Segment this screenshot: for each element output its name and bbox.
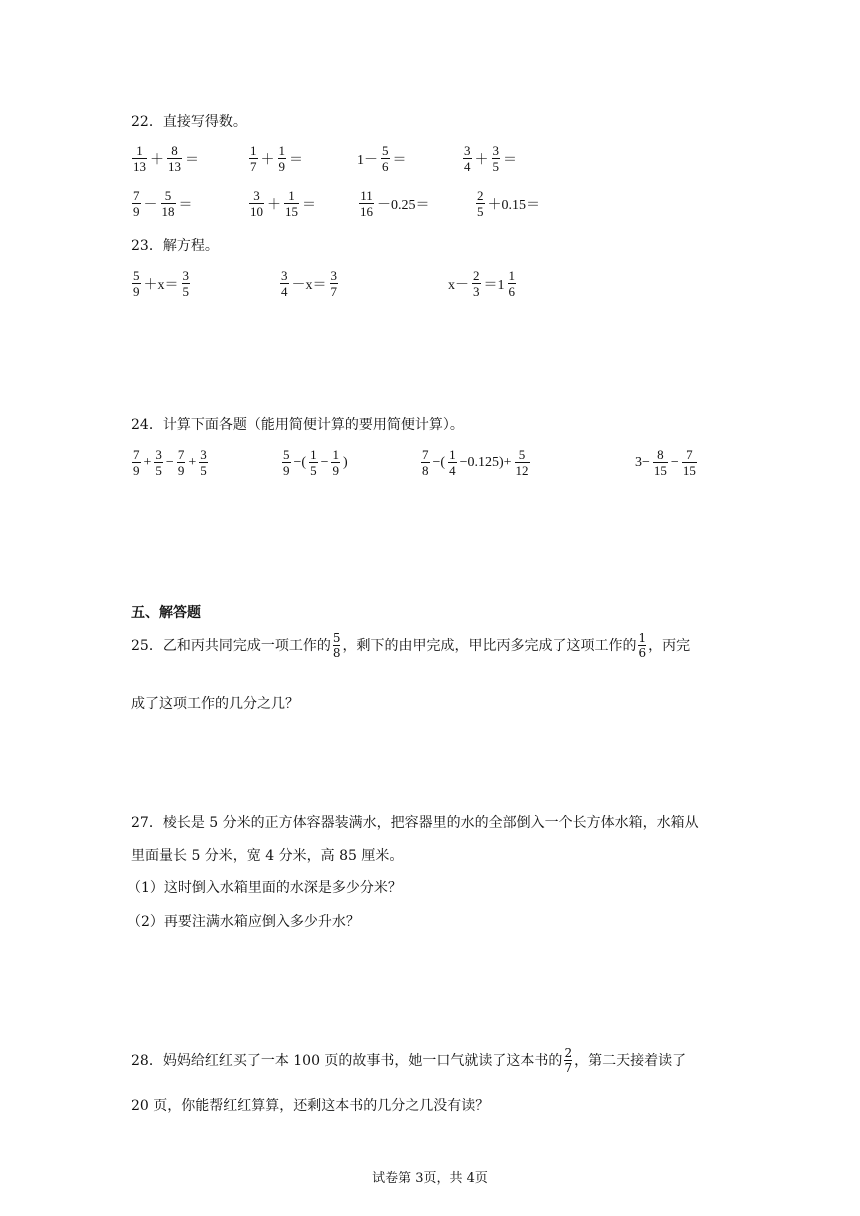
q23-eq1: $\frac{5}{9}$ ＋x＝ $\frac{3}{5}$ bbox=[133, 268, 189, 299]
fraction: $\frac{3}{5}$ bbox=[200, 447, 207, 478]
q28-line1: 28．妈妈给红红买了一本 100 页的故事书，她一口气就读了这本书的 $\frac{2}{7}$ ，第二天接着读了 bbox=[131, 1046, 687, 1075]
fraction: $\frac{3}{4}$ bbox=[464, 143, 471, 174]
fraction: $\frac{5}{12}$ bbox=[515, 447, 529, 478]
fraction: $\frac{8}{13}$ bbox=[168, 143, 181, 174]
fraction: $\frac{5}{18}$ bbox=[161, 188, 175, 219]
q22-r2-e2: $\frac{3}{10}$ ＋ $\frac{1}{15}$ ＝ bbox=[250, 188, 316, 219]
fraction: $\frac{2}{5}$ bbox=[477, 188, 484, 219]
q24-e2: $\frac{5}{9}$ −( $\frac{1}{5}$ − $\frac{1}{9}$ ) bbox=[283, 447, 348, 478]
fraction: $\frac{1}{9}$ bbox=[278, 143, 285, 174]
fraction: $\frac{1}{13}$ bbox=[133, 143, 146, 174]
page-footer: 试卷第 3页，共 4页 bbox=[372, 1171, 488, 1186]
q27-sub2: （2）再要注满水箱应倒入多少升水？ bbox=[127, 914, 360, 930]
fraction: $\frac{5}{6}$ bbox=[382, 143, 389, 174]
fraction: $\frac{7}{15}$ bbox=[682, 447, 696, 478]
section-title: 五、解答题 bbox=[131, 605, 201, 621]
q24-e3: $\frac{7}{8}$ −( $\frac{1}{4}$ −0.125)+ $\frac{5}{12}$ bbox=[422, 447, 529, 478]
fraction: $\frac{5}{9}$ bbox=[283, 447, 290, 478]
q27-sub1: （1）这时倒入水箱里面的水深是多少分米？ bbox=[127, 880, 402, 896]
fraction: $\frac{3}{5}$ bbox=[155, 447, 162, 478]
q22-r1-e1: $\frac{1}{13}$ ＋ $\frac{8}{13}$ ＝ bbox=[133, 143, 199, 174]
fraction: $\frac{7}{9}$ bbox=[133, 188, 140, 219]
fraction: $\frac{7}{8}$ bbox=[422, 447, 429, 478]
q23-eq2: $\frac{3}{4}$ －x＝ $\frac{3}{7}$ bbox=[281, 268, 337, 299]
fraction: $\frac{8}{15}$ bbox=[653, 447, 667, 478]
q24-e4: 3− $\frac{8}{15}$ − $\frac{7}{15}$ bbox=[635, 447, 696, 478]
q22-r1-e4: $\frac{3}{4}$ ＋ $\frac{3}{5}$ ＝ bbox=[464, 143, 517, 174]
fraction: $\frac{7}{9}$ bbox=[177, 447, 185, 478]
fraction: $\frac{2}{7}$ bbox=[564, 1046, 573, 1075]
fraction: $\frac{3}{5}$ bbox=[492, 143, 499, 174]
fraction: $\frac{5}{8}$ bbox=[332, 631, 341, 660]
q22-r1-e2: $\frac{1}{7}$ ＋ $\frac{1}{9}$ ＝ bbox=[250, 143, 303, 174]
fraction: $\frac{1}{6}$ bbox=[638, 631, 647, 660]
q25-line1: 25．乙和丙共同完成一项工作的 $\frac{5}{8}$ ，剩下的由甲完成，甲比丙多完成了这项工作的 $\frac{1}{6}$ ，丙完 bbox=[131, 631, 691, 660]
fraction: $\frac{1}{6}$ bbox=[508, 268, 515, 299]
q27-line1: 27．棱长是 5 分米的正方体容器装满水，把容器里的水的全部倒入一个长方体水箱，水箱从 bbox=[131, 815, 699, 831]
fraction: $\frac{3}{4}$ bbox=[281, 268, 288, 299]
fraction: $\frac{3}{10}$ bbox=[250, 188, 263, 219]
fraction: $\frac{5}{9}$ bbox=[133, 268, 140, 299]
fraction: $\frac{2}{3}$ bbox=[473, 268, 480, 299]
q22-r2-e3: $\frac{11}{16}$ －0.25＝ bbox=[360, 188, 430, 219]
q22-title: 22．直接写得数。 bbox=[131, 114, 247, 130]
q22-r1-e3: 1－ $\frac{5}{6}$ ＝ bbox=[357, 143, 407, 174]
fraction: $\frac{1}{9}$ bbox=[332, 447, 339, 478]
q24-e1: $\frac{7}{9}$ + $\frac{3}{5}$ − $\frac{7}{9}$ + $\frac{3}{5}$ bbox=[133, 447, 207, 478]
q24-title: 24．计算下面各题（能用简便计算的要用简便计算）。 bbox=[131, 417, 464, 433]
q22-r2-e1: $\frac{7}{9}$ － $\frac{5}{18}$ ＝ bbox=[133, 188, 193, 219]
fraction: $\frac{1}{15}$ bbox=[285, 188, 298, 219]
fraction: $\frac{1}{7}$ bbox=[250, 143, 257, 174]
fraction: $\frac{7}{9}$ bbox=[133, 447, 140, 478]
q27-line2: 里面量长 5 分米，宽 4 分米，高 85 厘米。 bbox=[131, 848, 404, 864]
fraction: $\frac{11}{16}$ bbox=[360, 188, 373, 219]
q23-eq3: x－ $\frac{2}{3}$ ＝1 $\frac{1}{6}$ bbox=[448, 268, 515, 299]
fraction: $\frac{3}{5}$ bbox=[182, 268, 189, 299]
q22-r2-e4: $\frac{2}{5}$ ＋0.15＝ bbox=[477, 188, 540, 219]
fraction: $\frac{1}{4}$ bbox=[449, 447, 456, 478]
q28-line2: 20 页，你能帮红红算算，还剩这本书的几分之几没有读？ bbox=[131, 1098, 490, 1114]
fraction: $\frac{1}{5}$ bbox=[310, 447, 317, 478]
q25-line2: 成了这项工作的几分之几？ bbox=[131, 696, 299, 712]
fraction: $\frac{3}{7}$ bbox=[330, 268, 337, 299]
q23-title: 23．解方程。 bbox=[131, 238, 219, 254]
